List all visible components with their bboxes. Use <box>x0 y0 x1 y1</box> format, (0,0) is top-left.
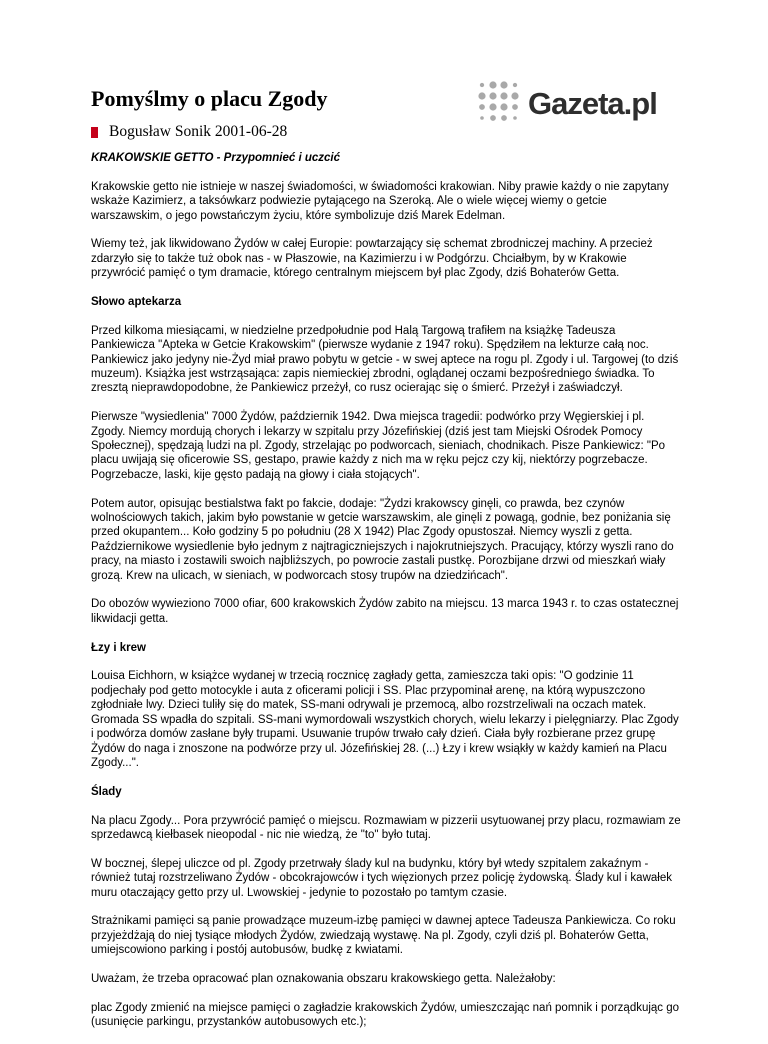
section-heading: Ślady <box>91 785 122 798</box>
article-title: Pomyślmy o placu Zgody <box>91 86 328 111</box>
paragraph: Krakowskie getto nie istnieje w naszej świadomości, w świadomości krakowian. Niby prawie każdy o nie zapytany wskaże Kazimierz, a taksówkarz podwiezie pytającego na Szeroką. Ale o wiele więcej wiemy o getcie warszawskim, o jego powstańczym życiu, które symbolizuje dziś Marek Edelman. <box>91 180 669 222</box>
paragraph: Wiemy też, jak likwidowano Żydów w całej Europie: powtarzający się schemat zbrodniczej machiny. A przecież zdarzyło się to także tuż obok nas - w Płaszowie, na Kazimierzu i w Podgórzu. Chciałbym, by w Krakowie przywrócić pamięć o tym dramacie, którego centralnym miejscem był plac Zgody, dziś Bohaterów Getta. <box>91 238 653 280</box>
logo-dot <box>489 103 496 110</box>
gazeta-logo-icon <box>476 77 676 129</box>
logo-dot <box>500 92 507 99</box>
logo-dot <box>500 81 507 88</box>
paragraph: Uważam, że trzeba opracować plan oznakowania obszaru krakowskiego getta. Należałoby: <box>91 972 556 985</box>
logo-dot <box>513 116 517 120</box>
logo-dot <box>490 115 496 121</box>
logo-dot <box>513 83 517 87</box>
paragraph: Louisa Eichhorn, w książce wydanej w trzecią rocznicę zagłady getta, zamieszcza taki opis: "O godzinie 11 podjechały pod getto motocykle i auta z oficerami policji i SS. Plac przypominał arenę, na którą wypuszczono zgłodniałe lwy. Dzieci tuliły się do matek, SS-mani odrywali je przemocą, albo rozstrzeliwali na oczach matek. Gromada SS wpadła do szpitali. SS-mani wymordowali wszystkich chorych, wielu lekarzy i pielęgniarzy. Plac Zgody i podwórza domów zasłane były trupami. Usuwanie trupów trwało cały dzień. Ciała były rozbierane przez grupę Żydów do naga i znoszone na podwórze przy ul. Józefińskiej 28. (...) Łzy i krew wsiąkły w każdy kamień na Placu Zgody...". <box>91 670 679 769</box>
paragraph: Na placu Zgody... Pora przywrócić pamięć o miejscu. Rozmawiam w pizzerii usytuowanej przy placu, rozmawiam ze sprzedawcą kiełbasek nieopodal - nic nie wiedzą, że "to" było tutaj. <box>91 814 681 841</box>
byline <box>91 123 287 141</box>
paragraph: Potem autor, opisując bestialstwa fakt po fakcie, dodaje: "Żydzi krakowscy ginęli, co prawda, bez czynów wolnościowych takich, jakim było powstanie w getcie warszawskim, ale ginęli z powagą, godnie, bez poniżania się przed okupantem... Koło godziny 5 po południu (28 X 1942) Plac Zgody opustoszał. Niemcy wyszli z getta. Październikowe wysiedlenie było jednym z najtragiczniejszych i najokrutniejszych. Pracujący, którzy wyszli rano do pracy, na miasto i zostawili swoich najbliższych, po powrocie zastali pustkę. Porozbijane drzwi od mieszkań wiały grozą. Krew na ulicach, w sieniach, w podworcach stosy trupów na dziedzińcach". <box>91 497 674 582</box>
section-heading: Słowo aptekarza <box>91 296 182 309</box>
paragraph: Strażnikami pamięci są panie prowadzące muzeum-izbę pamięci w dawnej aptece Tadeusza Pankiewicza. Co roku przyjeżdżają do niej tysiące młodych Żydów, zwiedzają wystawę. Na pl. Zgody, czyli dziś pl. Bohaterów Getta, umiejscowiono parking i postój autobusów, budkę z kwiatami. <box>91 915 676 957</box>
logo-dots <box>478 81 518 120</box>
author-date: Bogusław Sonik 2001-06-28 <box>109 123 288 140</box>
logo-dot <box>479 104 485 110</box>
paragraph: Do obozów wywieziono 7000 ofiar, 600 krakowskich Żydów zabito na miejscu. 13 marca 1943 r. to czas ostatecznej likwidacji getta. <box>91 598 679 625</box>
logo-dot <box>478 92 485 99</box>
red-square-icon <box>91 127 98 138</box>
paragraph: Pierwsze "wysiedlenia" 7000 Żydów, październik 1942. Dwa miejsca tragedii: podwórko przy Węgierskiej i pl. Zgody. Niemcy mordują chorych i lekarzy w szpitalu przy Józefińskiej (dziś jest tam Miejski Ośrodek Pomocy Społecznej), spędzają ludzi na pl. Zgody, strzelając po podworcach, sieniach, chodnikach. Pisze Pankiewicz: "Po placu uwijają się oficerowie SS, gestapo, prawie każdy z nich ma w ręku pejcz czy kij, niektórzy pogrzebacze. Pogrzebacze, laski, kije gęsto padają na głowy i ciała stojących". <box>91 411 666 481</box>
logo-dot <box>501 115 507 121</box>
paragraph: plac Zgody zmienić na miejsce pamięci o zagładzie krakowskich Żydów, umieszczając nań pomnik i porządkując go (usunięcie parkingu, przystanków autobusowych etc.); <box>91 1001 680 1029</box>
article-subtitle: KRAKOWSKIE GETTO - Przypomnieć i uczcić <box>91 152 340 164</box>
logo-dot <box>500 103 507 110</box>
section-heading: Łzy i krew <box>91 641 146 654</box>
logo-dot <box>489 81 496 88</box>
article-body <box>91 151 681 1044</box>
logo-dot <box>512 104 518 110</box>
logo-dot <box>480 83 484 87</box>
logo-dot <box>480 116 484 120</box>
paragraph: Przed kilkoma miesiącami, w niedzielne przedpołudnie pod Halą Targową trafiłem na książkę Tadeusza Pankiewicza "Apteka w Getcie Krakowskim" (pierwsze wydanie z 1947 roku). Spędziłem na lekturze całą noc. Pankiewicz jako jedyny nie-Żyd miał prawo pobytu w getcie - w swej aptece na rogu pl. Zgody i ul. Targowej (to dziś muzeum). Książka jest wstrząsająca: zapis niemieckiej zbrodni, oglądanej oczami bezpośredniego świadka. To zresztą nieprawdopodobne, że Pankiewicz przeżył, co rusz ocierając się o śmierć. Przeżył i zaświadczył. <box>91 324 679 395</box>
logo-text: Gazeta.pl <box>528 86 657 121</box>
paragraph: W bocznej, ślepej uliczce od pl. Zgody przetrwały ślady kul na budynku, który był wtedy szpitalem zakaźnym - również tutaj rozstrzeliwano Żydów - obcokrajowców i tych więzionych przez policję żydowską. Ślady kul i kawałek muru otaczający getto przy ul. Lwowskiej - jedynie to pozostało po tamtym czasie. <box>91 857 672 899</box>
logo-dot <box>489 92 496 99</box>
logo-dot <box>511 92 518 99</box>
gazeta-logo[interactable] <box>476 77 676 129</box>
